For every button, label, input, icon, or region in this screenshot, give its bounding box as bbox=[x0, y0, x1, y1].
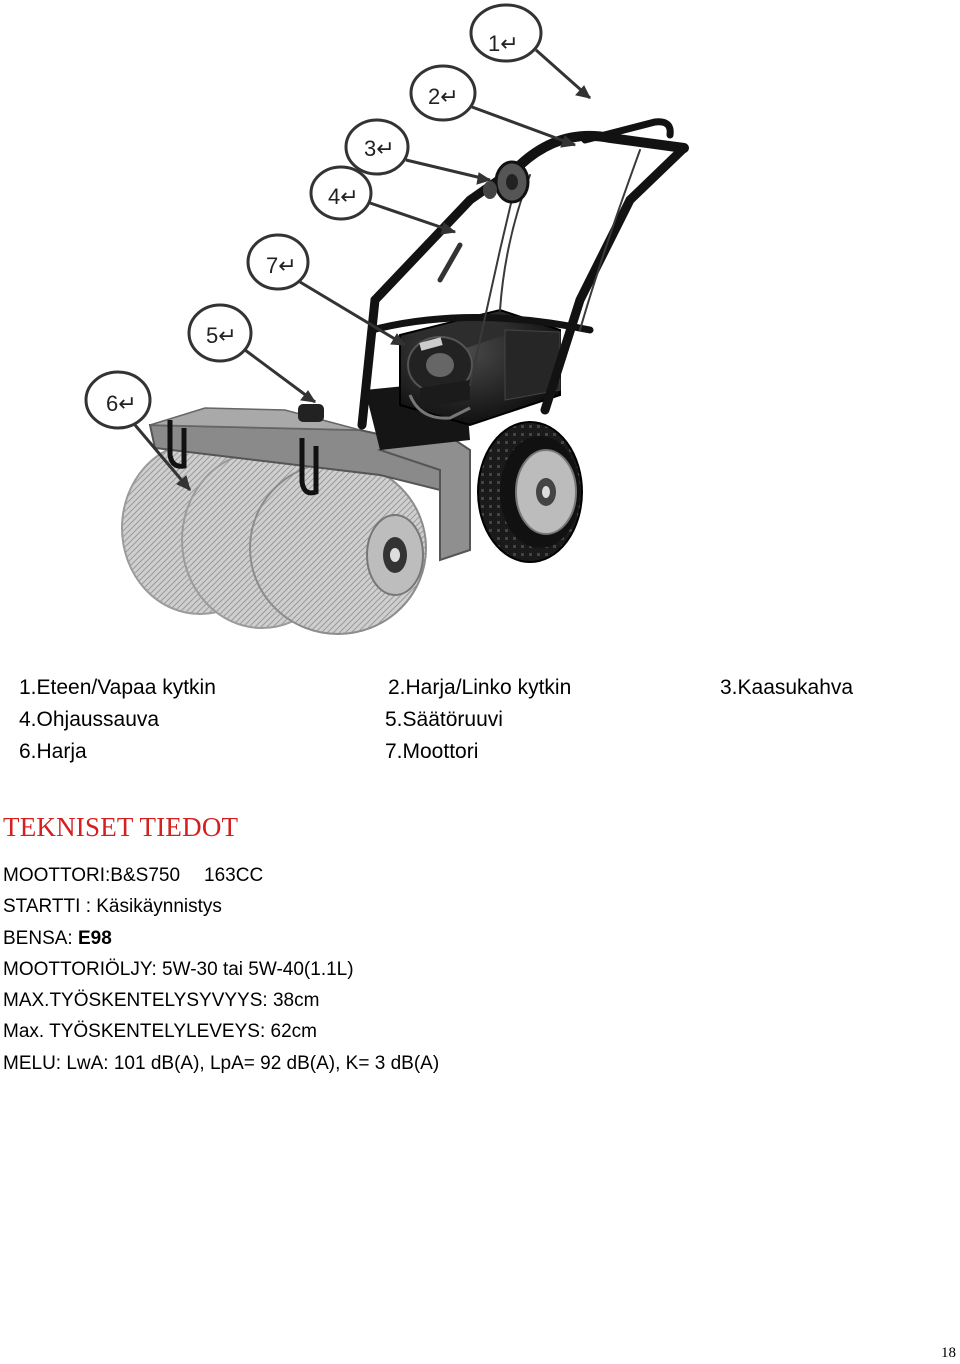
callout-label-4: 4↵ bbox=[328, 184, 359, 209]
callout-5 bbox=[189, 305, 315, 402]
wheel bbox=[478, 422, 582, 562]
spec-engine-label: MOOTTORI:B&S750 bbox=[3, 865, 181, 886]
parts-row-3 bbox=[0, 736, 960, 768]
part-3: 3.Kaasukahva bbox=[720, 676, 854, 699]
spec-depth: MAX.TYÖSKENTELYSYVYYS: 38cm bbox=[3, 990, 320, 1012]
specs-list bbox=[3, 860, 439, 1079]
spec-engine-cc: 163CC bbox=[204, 865, 264, 886]
callout-label-7: 7↵ bbox=[266, 253, 297, 278]
spec-start: STARTTI : Käsikäynnistys bbox=[3, 896, 222, 918]
spec-engine bbox=[3, 860, 439, 891]
spec-fuel bbox=[3, 923, 439, 954]
parts-list bbox=[0, 672, 960, 768]
spec-width: Max. TYÖSKENTELYLEVEYS: 62cm bbox=[3, 1021, 317, 1043]
part-7: 7.Moottori bbox=[385, 740, 479, 763]
part-6: 6.Harja bbox=[19, 740, 87, 763]
callout-4 bbox=[311, 167, 455, 234]
parts-row-2 bbox=[0, 704, 960, 736]
spec-fuel-label: BENSA: bbox=[3, 927, 78, 949]
sweeper-diagram bbox=[0, 0, 960, 650]
callout-label-6: 6↵ bbox=[106, 391, 137, 416]
part-4: 4.Ohjaussauva bbox=[19, 708, 160, 731]
callout-label-3: 3↵ bbox=[364, 136, 395, 161]
specs-title: TEKNISET TIEDOT bbox=[3, 812, 239, 842]
engine bbox=[400, 310, 560, 425]
callout-3 bbox=[346, 120, 490, 184]
callout-label-1: 1↵ bbox=[488, 31, 519, 56]
spec-oil: MOOTTORIÖLJY: 5W-30 tai 5W-40(1.1L) bbox=[3, 958, 354, 980]
part-5: 5.Säätöruuvi bbox=[385, 708, 503, 731]
callout-label-5: 5↵ bbox=[206, 323, 237, 348]
callout-2 bbox=[411, 66, 575, 147]
spec-fuel-value: E98 bbox=[77, 927, 112, 949]
part-2: 2.Harja/Linko kytkin bbox=[388, 676, 572, 699]
part-1: 1.Eteen/Vapaa kytkin bbox=[19, 676, 216, 699]
parts-row-1 bbox=[0, 672, 960, 704]
callout-label-2: 2↵ bbox=[428, 84, 459, 109]
callouts bbox=[86, 5, 590, 490]
page-number: 18 bbox=[941, 1345, 956, 1361]
spec-noise: MELU: LwA: 101 dB(A), LpA= 92 dB(A), K= 3 dB(A) bbox=[3, 1052, 440, 1074]
callout-1 bbox=[471, 5, 590, 98]
